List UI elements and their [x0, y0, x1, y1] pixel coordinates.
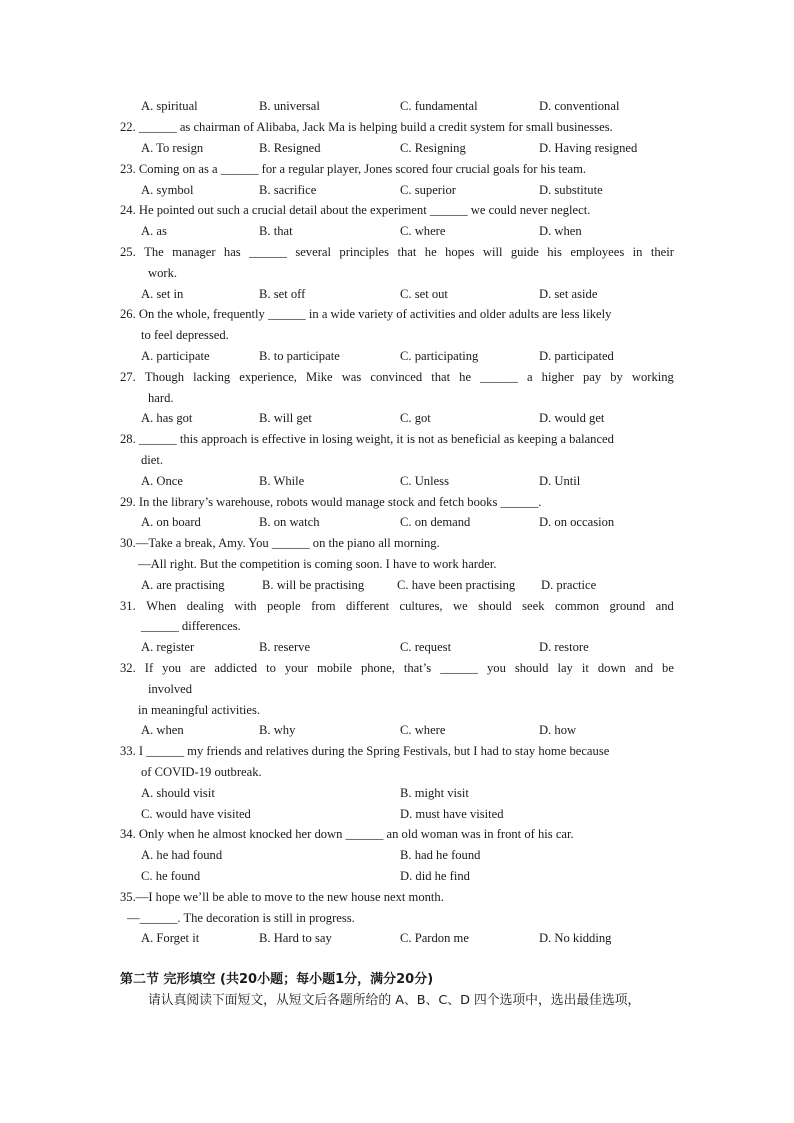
word: Though [144, 370, 185, 384]
word: a [527, 370, 533, 384]
word: seek [522, 599, 545, 613]
word: and [655, 599, 674, 613]
word: addicted [214, 661, 258, 675]
option-c: C. on demand [400, 515, 471, 529]
question-35-stem-cont: —______. The decoration is still in progress. [127, 911, 355, 925]
option-b: B. might visit [400, 786, 469, 800]
question-28-stem: 28. ______ this approach is effective in losing weight, it is not as beneficial as keeping a balanced [120, 432, 614, 446]
question-24-stem: 24. He pointed out such a crucial detail about the experiment ______ we could never neglect. [120, 203, 591, 217]
word: we [453, 599, 468, 613]
word: several [295, 245, 331, 259]
option-c: C. Resigning [400, 141, 466, 155]
question-31-stem-cont: ______ differences. [141, 619, 241, 633]
option-c: C. request [400, 640, 452, 654]
word: ______ [440, 661, 478, 675]
option-c: C. he found [141, 869, 201, 883]
word: that [431, 370, 451, 384]
word: by [610, 370, 623, 384]
word: should [514, 661, 549, 675]
option-c: C. Pardon me [400, 931, 469, 945]
question-33-stem-cont: of COVID-19 outbreak. [141, 765, 262, 779]
option-b: B. had he found [400, 848, 481, 862]
question-35-stem: 35.—I hope we’ll be able to move to the new house next month. [120, 890, 444, 904]
word: experience, [239, 370, 297, 384]
option-b: B. will get [259, 411, 312, 425]
option-a: A. participate [141, 349, 210, 363]
word: with [234, 599, 257, 613]
option-a: A. when [141, 723, 184, 737]
question-26-stem-cont: to feel depressed. [141, 328, 229, 342]
word: phone, [360, 661, 395, 675]
word: If [144, 661, 154, 675]
word: from [311, 599, 336, 613]
word: down [597, 661, 626, 675]
option-d: D. how [539, 723, 577, 737]
word: in [632, 245, 643, 259]
option-b: B. that [259, 224, 293, 238]
question-26-stem: 26. On the whole, frequently ______ in a wide variety of activities and older adults are less likely [120, 307, 612, 321]
option-d: D. did he find [400, 869, 470, 883]
question-23-stem: 23. Coming on as a ______ for a regular player, Jones scored four crucial goals for his team. [120, 162, 587, 176]
word: people [267, 599, 301, 613]
word: 27. [120, 370, 136, 384]
option-d: D. Until [539, 474, 581, 488]
question-27-stem [120, 369, 674, 385]
word: his [547, 245, 562, 259]
question-27-stem-cont: hard. [148, 391, 174, 405]
word: guide [510, 245, 539, 259]
word: that’s [403, 661, 432, 675]
option-d: D. must have visited [400, 807, 504, 821]
option-d: D. would get [539, 411, 605, 425]
option-a: A. register [141, 640, 195, 654]
option-b: B. sacrifice [259, 183, 317, 197]
option-b: B. on watch [259, 515, 320, 529]
word: lacking [193, 370, 231, 384]
option-b: B. why [259, 723, 296, 737]
question-30-stem: 30.—Take a break, Amy. You ______ on the piano all morning. [120, 536, 440, 550]
question-25-stem-cont: work. [148, 266, 178, 280]
option-b: B. universal [259, 99, 320, 113]
question-25-stem [120, 244, 674, 260]
option-a: A. spiritual [141, 99, 198, 113]
option-b: B. Resigned [259, 141, 321, 155]
word: convinced [370, 370, 423, 384]
option-c: C. superior [400, 183, 456, 197]
option-a: A. Once [141, 474, 183, 488]
option-b: B. While [259, 474, 305, 488]
option-c: C. where [400, 723, 446, 737]
word: your [284, 661, 308, 675]
option-d: D. on occasion [539, 515, 615, 529]
option-d: D. participated [539, 349, 614, 363]
section-title: 第二节 完形填空 (共20小题；每小题1分，满分20分) [120, 972, 434, 987]
question-32-stem [120, 660, 674, 676]
option-c: C. participating [400, 349, 479, 363]
option-d: D. No kidding [539, 931, 612, 945]
option-b: B. to participate [259, 349, 340, 363]
question-31-stem [120, 598, 674, 614]
question-34-stem: 34. Only when he almost knocked her down ______ an old woman was in front of his car. [120, 827, 574, 841]
question-29-stem: 29. In the library’s warehouse, robots would manage stock and fetch books ______. [120, 495, 542, 509]
option-b: B. Hard to say [259, 931, 332, 945]
word: was [341, 370, 362, 384]
option-a: A. To resign [141, 141, 204, 155]
word: dealing [186, 599, 224, 613]
option-a: A. set in [141, 287, 184, 301]
option-c: C. where [400, 224, 446, 238]
option-d: D. restore [539, 640, 589, 654]
option-b: B. will be practising [262, 578, 365, 592]
word: he [424, 245, 437, 259]
word: and [634, 661, 654, 675]
word: Mike [306, 370, 333, 384]
word: hopes [445, 245, 475, 259]
word: it [581, 661, 589, 675]
word: working [631, 370, 674, 384]
question-33-stem: 33. I ______ my friends and relatives during the Spring Festivals, but I had to stay home because [120, 744, 610, 758]
option-b: B. set off [259, 287, 306, 301]
question-32-stem-cont2: in meaningful activities. [138, 703, 261, 717]
word: you [162, 661, 182, 675]
option-a: A. symbol [141, 183, 194, 197]
option-a: A. Forget it [141, 931, 200, 945]
question-32-stem-cont: involved [148, 682, 193, 696]
word: manager [172, 245, 216, 259]
option-d: D. practice [541, 578, 597, 592]
option-d: D. Having resigned [539, 141, 638, 155]
word: 25. [120, 245, 136, 259]
word: has [223, 245, 241, 259]
question-30-stem-cont: —All right. But the competition is coming soon. I have to work harder. [138, 557, 497, 571]
word: higher [541, 370, 574, 384]
word: be [662, 661, 674, 675]
word: you [486, 661, 506, 675]
option-a: A. are practising [141, 578, 225, 592]
word: different [345, 599, 390, 613]
option-d: D. when [539, 224, 582, 238]
word: he [459, 370, 472, 384]
option-a: A. he had found [141, 848, 223, 862]
word: lay [557, 661, 573, 675]
word: principles [339, 245, 390, 259]
section-instruction: 请认真阅读下面短文，从短文后各题所给的 A、B、C、D 四个选项中，选出最佳选项， [148, 993, 641, 1008]
word: to [266, 661, 276, 675]
word: 32. [120, 661, 136, 675]
word: pay [582, 370, 602, 384]
option-a: A. as [141, 224, 167, 238]
question-22-stem: 22. ______ as chairman of Alibaba, Jack Ma is helping build a credit system for small businesses. [120, 120, 613, 134]
word: ______ [249, 245, 287, 259]
word: ground [609, 599, 646, 613]
word: The [144, 245, 164, 259]
word: mobile [316, 661, 352, 675]
option-a: A. on board [141, 515, 201, 529]
option-a: A. should visit [141, 786, 215, 800]
option-d: D. conventional [539, 99, 620, 113]
option-c: C. have been practising [397, 578, 516, 592]
word: When [146, 599, 177, 613]
word: ______ [480, 370, 518, 384]
word: cultures, [399, 599, 443, 613]
word: their [650, 245, 674, 259]
word: common [554, 599, 600, 613]
option-c: C. got [400, 411, 431, 425]
option-c: C. would have visited [141, 807, 251, 821]
question-28-stem-cont: diet. [141, 453, 164, 467]
word: will [482, 245, 503, 259]
option-a: A. has got [141, 411, 193, 425]
option-d: D. substitute [539, 183, 603, 197]
word: that [397, 245, 417, 259]
word: should [478, 599, 512, 613]
word: are [190, 661, 206, 675]
option-c: C. fundamental [400, 99, 478, 113]
option-c: C. Unless [400, 474, 449, 488]
option-b: B. reserve [259, 640, 311, 654]
word: 31. [120, 599, 136, 613]
option-d: D. set aside [539, 287, 598, 301]
option-c: C. set out [400, 287, 448, 301]
word: employees [570, 245, 625, 259]
